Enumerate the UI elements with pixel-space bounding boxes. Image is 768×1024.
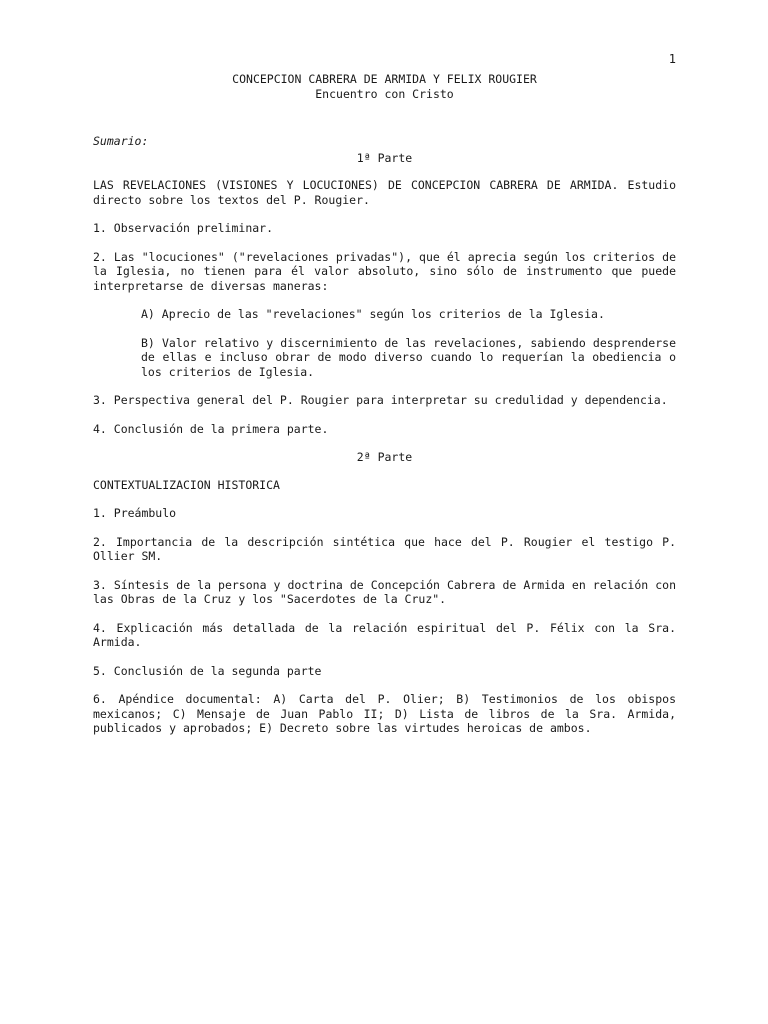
part1-intro: LAS REVELACIONES (VISIONES Y LOCUCIONES) DE CONCEPCION CABRERA DE ARMIDA. Estudio directo sobre los textos del P. Rougier. (93, 178, 676, 207)
part2-item3: 3. Síntesis de la persona y doctrina de Concepción Cabrera de Armida en relación con las Obras de la Cruz y los "Sacerdotes de la Cruz". (93, 577, 676, 606)
part1-item2: 2. Las "locuciones" ("revelaciones privadas"), que él aprecia según los criterios de la Iglesia, no tienen para él valor absoluto, sino sólo de instrumento que puede interpretarse de diversas maneras: (93, 249, 676, 293)
part1-item2a: A) Aprecio de las "revelaciones" según los criterios de la Iglesia. (141, 307, 605, 321)
part2-item1: 1. Preámbulo (93, 506, 177, 520)
part2-item5: 5. Conclusión de la segunda parte (93, 663, 322, 678)
part2-item4: 4. Explicación más detallada de la relación espiritual del P. Félix con la Sra. Armida. (93, 620, 676, 649)
document-title: CONCEPCION CABRERA DE ARMIDA Y FELIX ROUGIER (232, 72, 537, 86)
part2-item6: 6. Apéndice documental: A) Carta del P. Olier; B) Testimonios de los obispos mexicanos; C) Mensaje de Juan Pablo II; D) Lista de libros de la Sra. Armida, publicados y aprobados; E) Decreto sobre las virtudes heroicas de ambos. (93, 692, 676, 735)
title-block (93, 72, 676, 101)
part1-item4: 4. Conclusión de la primera parte. (93, 421, 329, 436)
part1-item2b: B) Valor relativo y discernimiento de las revelaciones, sabiendo desprenderse de ellas e incluso obrar de modo diverso cuando lo requerían la obediencia o los criterios de Iglesia. (141, 335, 676, 379)
part2-heading: 2ª Parte (356, 450, 413, 464)
page-number: 1 (668, 52, 676, 66)
document-subtitle: Encuentro con Cristo (315, 86, 454, 101)
part2-intro: CONTEXTUALIZACION HISTORICA (93, 477, 280, 492)
document-content (93, 72, 676, 750)
sumario-label: Sumario: (93, 134, 149, 148)
part2-item2: 2. Importancia de la descripción sintética que hace del P. Rougier el testigo P. Ollier SM. (93, 534, 676, 563)
part1-item1: 1. Observación preliminar. (93, 221, 274, 235)
part1-item3: 3. Perspectiva general del P. Rougier para interpretar su credulidad y dependencia. (93, 393, 668, 407)
part1-heading: 1ª Parte (356, 150, 413, 165)
